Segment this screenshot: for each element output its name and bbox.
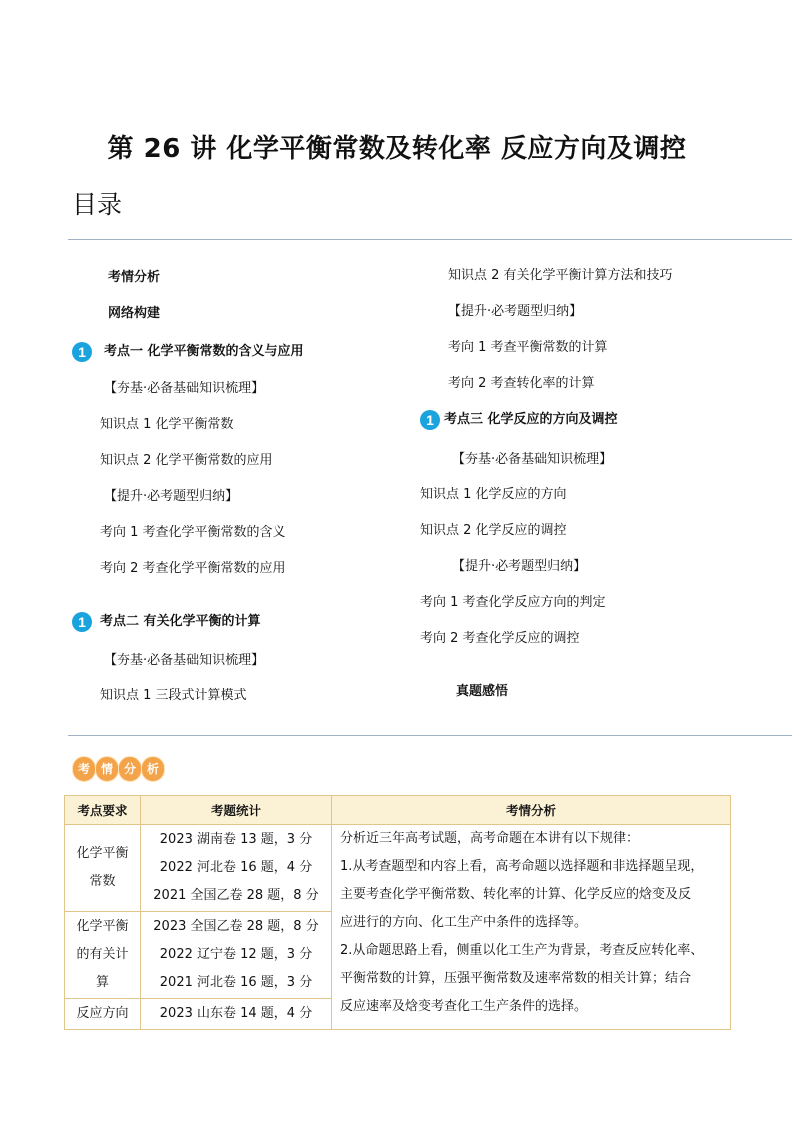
analysis-line: 反应速率及焓变考查化工生产条件的选择。 [340, 999, 588, 1014]
stat-line: 2023 山东卷 14 题，4 分 [159, 1006, 313, 1021]
req-line: 常数 [89, 874, 116, 889]
toc-kd3-kx1[interactable]: 考向 1 考查化学反应方向的判定 [420, 595, 606, 610]
toc-kd1-kx1[interactable]: 考向 1 考查化学平衡常数的含义 [100, 525, 286, 540]
toc-kd2-zs2[interactable]: 知识点 2 有关化学平衡计算方法和技巧 [448, 268, 673, 283]
toc-kd3-kx2[interactable]: 考向 2 考查化学反应的调控 [420, 631, 580, 646]
analysis-line: 分析近三年高考试题，高考命题在本讲有以下规律： [340, 831, 640, 846]
kaodian-badge-1: 1 [72, 342, 92, 362]
banner-chip: 分 [118, 756, 142, 782]
toc-kd1-zs1[interactable]: 知识点 1 化学平衡常数 [100, 417, 234, 432]
req-cell [65, 825, 141, 912]
req-line: 化学平衡 [76, 846, 129, 861]
kaoqing-table [64, 795, 731, 1030]
toc-kd1-tisheng[interactable]: 【提升·必考题型归纳】 [104, 489, 239, 504]
page-title: 第 26 讲 化学平衡常数及转化率 反应方向及调控 [107, 134, 687, 164]
stat-line: 2022 河北卷 16 题，4 分 [159, 860, 313, 875]
bottom-divider [68, 735, 792, 736]
stat-line: 2021 河北卷 16 题，3 分 [159, 975, 313, 990]
stat-line: 2022 辽宁卷 12 题，3 分 [159, 947, 313, 962]
toc-kd2-jichu[interactable]: 【夯基·必备基础知识梳理】 [104, 653, 265, 668]
analysis-cell [332, 825, 731, 1030]
banner-chip: 情 [95, 756, 119, 782]
toc-zhenti[interactable]: 真题感悟 [456, 684, 509, 699]
toc-kd3-zs1[interactable]: 知识点 1 化学反应的方向 [420, 487, 567, 502]
toc-kaodian-2[interactable]: 考点二 有关化学平衡的计算 [100, 614, 261, 629]
toc-kd3-tisheng[interactable]: 【提升·必考题型归纳】 [452, 559, 587, 574]
req-cell [65, 999, 141, 1030]
toc-wangluo[interactable]: 网络构建 [108, 306, 161, 321]
toc-kd2-kx1[interactable]: 考向 1 考查平衡常数的计算 [448, 340, 608, 355]
toc-kd2-kx2[interactable]: 考向 2 考查转化率的计算 [448, 376, 595, 391]
stat-line: 2021 全国乙卷 28 题，8 分 [153, 888, 319, 903]
analysis-line: 主要考查化学平衡常数、转化率的计算、化学反应的焓变及反 [340, 887, 692, 902]
stats-cell [141, 912, 332, 999]
toc-kd1-jichu[interactable]: 【夯基·必备基础知识梳理】 [104, 381, 265, 396]
req-line: 的有关计 [76, 947, 129, 962]
stat-line: 2023 湖南卷 13 题，3 分 [159, 832, 313, 847]
toc-kd3-jichu[interactable]: 【夯基·必备基础知识梳理】 [452, 452, 613, 467]
toc-kaoqing[interactable]: 考情分析 [108, 270, 161, 285]
toc-kd2-tisheng[interactable]: 【提升·必考题型归纳】 [448, 304, 583, 319]
kaodian-badge-3: 1 [420, 410, 440, 430]
req-line: 反应方向 [76, 1006, 129, 1021]
stat-line: 2023 全国乙卷 28 题，8 分 [153, 919, 319, 934]
analysis-line: 应进行的方向、化工生产中条件的选择等。 [340, 915, 588, 930]
banner-chip: 析 [141, 756, 165, 782]
toc-kd1-zs2[interactable]: 知识点 2 化学平衡常数的应用 [100, 453, 273, 468]
req-line: 化学平衡 [76, 919, 129, 934]
banner-chip: 考 [72, 756, 96, 782]
col-header: 考题统计 [141, 796, 332, 825]
req-line: 算 [95, 975, 109, 990]
stats-cell [141, 825, 332, 912]
toc-kd2-zs1[interactable]: 知识点 1 三段式计算模式 [100, 688, 247, 703]
table-header-row [65, 796, 731, 825]
req-cell [65, 912, 141, 999]
toc-kaodian-3[interactable]: 考点三 化学反应的方向及调控 [444, 412, 618, 427]
col-header: 考点要求 [65, 796, 141, 825]
toc-heading: 目录 [72, 190, 123, 219]
col-header: 考情分析 [332, 796, 731, 825]
analysis-line: 1.从考查题型和内容上看，高考命题以选择题和非选择题呈现， [340, 859, 704, 874]
analysis-line: 2.从命题思路上看，侧重以化工生产为背景，考查反应转化率、 [340, 943, 704, 958]
top-divider [68, 239, 792, 240]
kaodian-badge-2: 1 [72, 612, 92, 632]
stats-cell [141, 999, 332, 1030]
toc-kd1-kx2[interactable]: 考向 2 考查化学平衡常数的应用 [100, 561, 286, 576]
toc-kaodian-1[interactable]: 考点一 化学平衡常数的含义与应用 [104, 344, 304, 359]
toc-kd3-zs2[interactable]: 知识点 2 化学反应的调控 [420, 523, 567, 538]
table-row [65, 825, 731, 912]
analysis-line: 平衡常数的计算，压强平衡常数及速率常数的相关计算；结合 [340, 971, 692, 986]
